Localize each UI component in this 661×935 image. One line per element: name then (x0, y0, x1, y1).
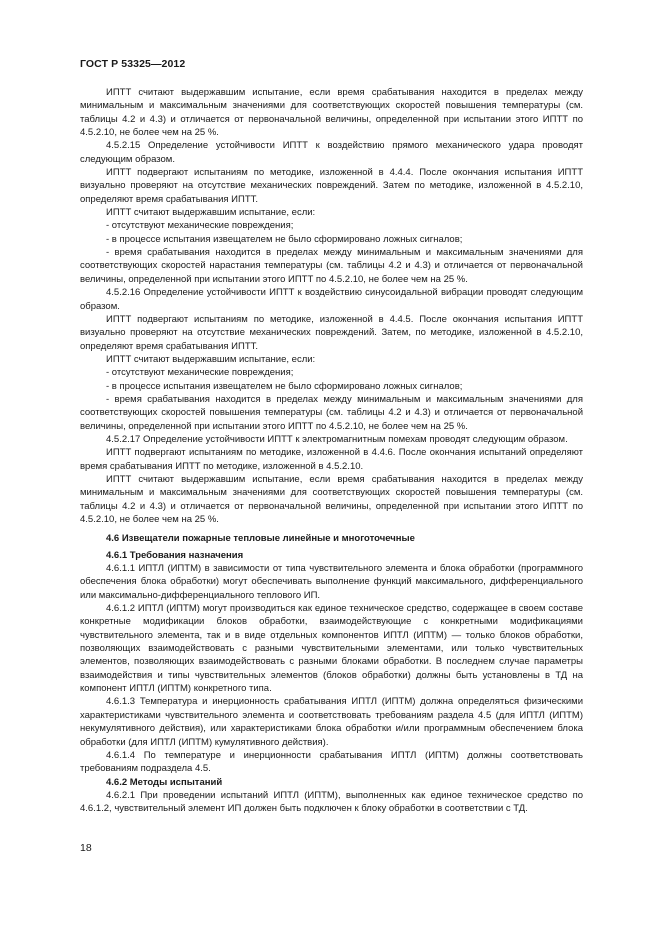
paragraph: 4.6.1.2 ИПТЛ (ИПТМ) могут производиться как единое техническое средство, содержащее в своем составе конкретные модификации блоков обработки, взаимодействующие с конкретными модификациями чувствительного элемента, так и в виде отдельных компонентов ИПТЛ (ИПТМ) — только блоков обработки, позволяющих взаимодействовать с разными чувствительными элементами, или только чувствительных элементов, позволяющих взаимодействовать с разными блоками обработки. В последнем случае параметры взаимодействия и типы чувствительных элементов (блоков обработки) должны быть установлены в ТД на компонент ИПТЛ (ИПТМ) конкретного типа. (80, 603, 583, 695)
document-header: ГОСТ Р 53325—2012 (80, 58, 186, 70)
paragraph: ИПТТ считают выдержавшим испытание, если время срабатывания находится в пределах между минимальным и максимальным значениями для соответствующих скоростей повышения температуры (см. таблицы 4.2 и 4.3) и отличается от первоначальной величины, определенной при испытании этого ИПТТ по 4.5.2.10, не более чем на 25 %. (80, 87, 583, 139)
list-item: - отсутствуют механические повреждения; (106, 367, 294, 379)
paragraph: 4.5.2.16 Определение устойчивости ИПТТ к воздействию синусоидальной вибрации проводят следующим образом. (80, 287, 583, 312)
list-item: - отсутствуют механические повреждения; (106, 220, 294, 232)
paragraph: 4.6.1.3 Температура и инерционность срабатывания ИПТЛ (ИПТМ) должна определяться физическими характеристиками чувствительного элемента и соответствовать требованиям раздела 4.5 (для ИПТЛ (ИПТМ) некумулятивного действия), или характеристиками блока обработки и/или программным обеспечением блока обработки (для ИПТЛ (ИПТМ) кумулятивного действия). (80, 696, 583, 748)
page-number: 18 (80, 842, 92, 854)
paragraph: ИПТТ считают выдержавшим испытание, если время срабатывания находится в пределах между минимальным и максимальным значениями для соответствующих скоростей повышения температуры (см. таблицы 4.2 и 4.3) и отличается от первоначальной величины, определенной при испытании этого ИПТТ по 4.5.2.10, не более чем на 25 %. (80, 473, 583, 525)
paragraph: ИПТТ считают выдержавшим испытание, если: (106, 207, 316, 219)
paragraph: 4.6.1.4 По температуре и инерционности срабатывания ИПТЛ (ИПТМ) должны соответствовать требованиям подраздела 4.5. (80, 749, 583, 775)
paragraph: 4.5.2.17 Определение устойчивости ИПТТ к электромагнитным помехам проводят следующим образом. (106, 433, 568, 445)
section-heading: 4.6 Извещатели пожарные тепловые линейные и многоточечные (106, 533, 415, 545)
list-item: - время срабатывания находится в пределах между минимальным и максимальным значениями для соответствующих скоростей нарастания температуры (см. таблицы 4.2 и 4.3) и отличается от первоначальной величины, определенной при испытании этого ИПТТ по 4.5.2.10, не более чем на 25 %. (80, 247, 583, 285)
paragraph: ИПТТ подвергают испытаниям по методике, изложенной в 4.4.4. После окончания испытания ИПТТ визуально проверяют на отсутствие механических повреждений. Затем по методике, изложенной в 4.5.2.10, определяют время срабатывания ИПТТ. (80, 167, 583, 205)
list-item: - время срабатывания находится в пределах между минимальным и максимальным значениями для соответствующих скоростей повышения температуры (см. таблицы 4.2 и 4.3) и отличается от первоначальной величины, определенной при испытании этого ИПТТ по 4.5.2.10, не более чем на 25 %. (80, 393, 583, 432)
subsection-heading: 4.6.1 Требования назначения (106, 549, 244, 561)
paragraph: ИПТТ считают выдержавшим испытание, если: (106, 353, 316, 365)
paragraph: 4.5.2.15 Определение устойчивости ИПТТ к воздействию прямого механического удара проводят следующим образом. (80, 140, 583, 165)
list-item: - в процессе испытания извещателем не было сформировано ложных сигналов; (106, 380, 463, 392)
paragraph: ИПТТ подвергают испытаниям по методике, изложенной в 4.4.6. После окончания испытаний определяют время срабатывания ИПТТ по методике, изложенной в 4.5.2.10. (80, 447, 583, 472)
paragraph: ИПТТ подвергают испытаниям по методике, изложенной в 4.4.5. После окончания испытания ИПТТ визуально проверяют на отсутствие механических повреждений. Затем, по методике, изложенной в 4.5.2.10, определяют время срабатывания ИПТТ. (80, 313, 583, 352)
document-body (80, 86, 583, 816)
paragraph: 4.6.2.1 При проведении испытаний ИПТЛ (ИПТМ), выполненных как единое техническое средство по 4.6.1.2, чувствительный элемент ИП должен быть подключен к блоку обработки в соответствии с ТД. (80, 789, 583, 815)
subsection-heading: 4.6.2 Методы испытаний (106, 776, 223, 788)
list-item: - в процессе испытания извещателем не было сформировано ложных сигналов; (106, 233, 463, 245)
paragraph: 4.6.1.1 ИПТЛ (ИПТМ) в зависимости от типа чувствительного элемента и блока обработки (программного обеспечения блока обработки) могут обеспечивать выполнение функций максимального, дифференциального или максимально-дифференциального теплового ИП. (80, 563, 583, 601)
